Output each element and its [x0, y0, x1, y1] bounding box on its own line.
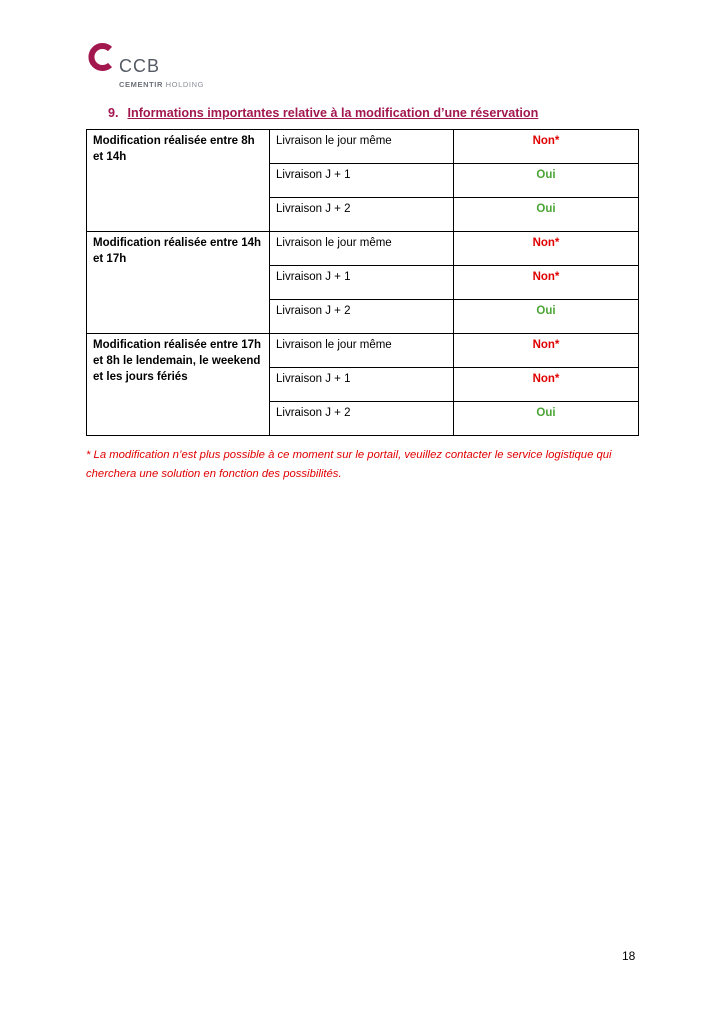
- page-number: 18: [622, 949, 636, 963]
- delivery-cell: Livraison J + 1: [270, 164, 454, 198]
- status-cell: Oui: [454, 300, 639, 334]
- status-cell: Oui: [454, 198, 639, 232]
- logo-text: CCB: [119, 56, 161, 76]
- ccb-logo-mark-icon: [86, 42, 116, 72]
- delivery-cell: Livraison J + 2: [270, 198, 454, 232]
- modification-rules-table: [86, 129, 639, 436]
- delivery-cell: Livraison le jour même: [270, 130, 454, 164]
- period-cell: Modification réalisée entre 8h et 14h: [87, 130, 270, 232]
- section-title: Informations importantes relative à la modification d’une réservation: [127, 106, 539, 120]
- table-row: [87, 334, 639, 368]
- period-cell: Modification réalisée entre 14h et 17h: [87, 232, 270, 334]
- section-heading: [108, 106, 538, 120]
- footnote: * La modification n’est plus possible à ce moment sur le portail, veuillez contacter le service logistique qui cherchera une solution en fonction des possibilités.: [86, 449, 612, 480]
- delivery-cell: Livraison le jour même: [270, 334, 454, 368]
- delivery-cell: Livraison J + 2: [270, 300, 454, 334]
- status-cell: Oui: [454, 402, 639, 436]
- status-cell: Non*: [454, 232, 639, 266]
- status-cell: Non*: [454, 130, 639, 164]
- company-logo: [86, 42, 226, 94]
- status-cell: Non*: [454, 266, 639, 300]
- table-row: [87, 130, 639, 164]
- delivery-cell: Livraison J + 1: [270, 368, 454, 402]
- delivery-cell: Livraison J + 2: [270, 402, 454, 436]
- section-number: 9.: [108, 106, 119, 120]
- logo-subtitle: CEMENTIR HOLDING: [119, 80, 205, 89]
- delivery-cell: Livraison le jour même: [270, 232, 454, 266]
- status-cell: Oui: [454, 164, 639, 198]
- status-cell: Non*: [454, 368, 639, 402]
- period-cell: Modification réalisée entre 17h et 8h le lendemain, le weekend et les jours fériés: [87, 334, 270, 436]
- status-cell: Non*: [454, 334, 639, 368]
- table-row: [87, 232, 639, 266]
- delivery-cell: Livraison J + 1: [270, 266, 454, 300]
